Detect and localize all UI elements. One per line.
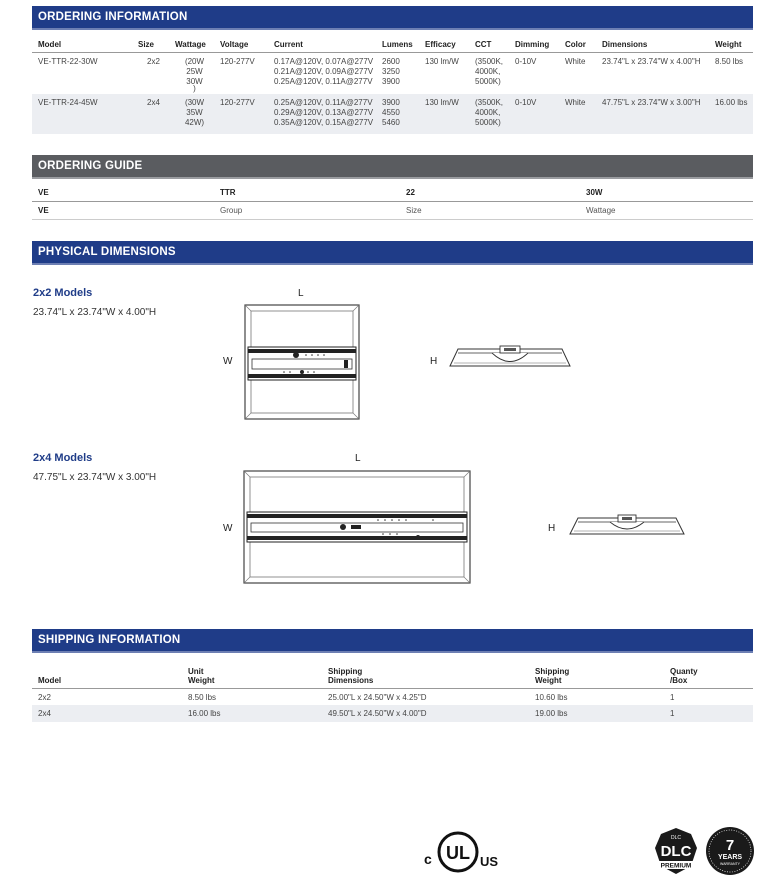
col-unit-weight: Unit Weight [188,666,215,685]
cell-model: VE-TTR-24-45W [32,94,132,134]
model-2x4-title: 2x4 Models [33,452,93,464]
cell-shipping-dimensions: 49.50"L x 24.50"W x 4.00"D [322,705,529,722]
model-2x4-dims: 47.75"L x 23.74"W x 3.00"H [33,472,157,483]
cell-efficacy: 130 lm/W [419,94,469,134]
col-current: Current [274,39,303,49]
seven-year-warranty-badge [705,826,755,876]
ordering-table [32,36,753,134]
dim-label-w: W [223,523,233,534]
ordering-information-header: ORDERING INFORMATION [32,6,753,30]
table-row [32,705,753,722]
col-shipping-dimensions: Shipping Dimensions [328,666,374,685]
dim-label-h: H [548,523,556,534]
cell-size: 2x4 [132,94,169,134]
dlc-premium-logo [651,826,701,878]
cell-color: White [565,56,586,66]
cell-current: 0.25A@120V, 0.11A@277V 0.29A@120V, 0.13A@277V 0.35A@120V, 0.15A@277V [268,94,376,134]
cell-wattage: (30W 35W 42W) [169,94,214,134]
guide-desc: Group [220,206,243,215]
cell-quantity: 1 [670,692,675,702]
fixture-2x4-side-view [568,512,686,538]
shipping-table [32,660,753,722]
cell-voltage: 120-277V [214,94,268,134]
cul-us-certification-logo [420,826,500,878]
col-model: Model [38,39,62,49]
dim-label-l: L [298,288,304,299]
svg-text:UL: UL [446,843,470,863]
shipping-information-header: SHIPPING INFORMATION [32,629,753,653]
cell-shipping-weight: 19.00 lbs [529,705,664,722]
guide-code: VE [38,188,49,197]
cell-current: 0.17A@120V, 0.07A@277V 0.21A@120V, 0.09A@277V 0.25A@120V, 0.11A@277V [274,56,374,86]
cell-weight: 8.50 lbs [715,56,744,66]
cell-dimensions: 47.75"L x 23.74"W x 3.00"H [596,94,709,134]
dim-label-h: H [430,356,438,367]
table-row [32,688,753,705]
cell-cct: (3500K, 4000K, 5000K) [469,94,509,134]
cell-color: White [559,94,596,134]
cell-unit-weight: 16.00 lbs [182,705,322,722]
svg-text:WARRANTY: WARRANTY [720,862,740,866]
svg-text:c: c [424,851,432,867]
col-color: Color [565,39,586,49]
guide-code: TTR [220,188,236,197]
cell-cct: (3500K, 4000K, 5000K) [475,56,504,86]
dim-label-l: L [355,453,361,464]
svg-text:YEARS: YEARS [717,854,743,861]
cell-shipping-dimensions: 25.00"L x 24.50"W x 4.25"D [328,692,427,702]
cell-dimming: 0-10V [515,56,537,66]
guide-desc-row [32,202,753,220]
col-efficacy: Efficacy [425,39,456,49]
col-voltage: Voltage [220,39,249,49]
svg-text:DLC: DLC [670,835,682,841]
svg-text:US: US [480,854,499,869]
cell-efficacy: 130 lm/W [425,56,459,66]
model-2x2-dims: 23.74"L x 23.74"W x 4.00"H [33,307,157,318]
guide-code: 22 [406,188,415,197]
col-weight: Weight [715,39,742,49]
ordering-header-row [32,36,753,52]
col-size: Size [138,39,155,49]
model-2x2-title: 2x2 Models [33,287,93,299]
guide-code-row [32,184,753,202]
guide-desc: Size [406,206,422,215]
cell-quantity: 1 [664,705,753,722]
table-row [32,52,753,94]
fixture-2x2-side-view [448,344,572,370]
cell-model: VE-TTR-22-30W [38,56,98,66]
fixture-2x4-top-view [243,470,471,584]
col-wattage: Wattage [175,39,206,49]
shipping-header-row [32,660,753,688]
cell-lumens: 3900 4550 5460 [376,94,419,134]
col-quantity-box: Quanty /Box [670,666,698,685]
cell-model: 2x4 [32,705,182,722]
svg-text:7: 7 [725,837,735,854]
table-row [32,94,753,134]
col-dimensions: Dimensions [602,39,648,49]
guide-desc: VE [38,206,49,215]
svg-text:PREMIUM: PREMIUM [660,862,692,870]
cell-lumens: 2600 3250 3900 [382,56,400,86]
ordering-guide-header: ORDERING GUIDE [32,155,753,179]
cell-dimming: 0-10V [509,94,559,134]
ordering-guide [32,184,753,220]
fixture-2x2-top-view [244,304,360,420]
cell-unit-weight: 8.50 lbs [188,692,217,702]
col-shipping-weight: Shipping Weight [535,666,570,685]
svg-text:DLC: DLC [660,843,692,860]
col-cct: CCT [475,39,492,49]
guide-code: 30W [586,188,603,197]
guide-desc: Wattage [586,206,616,215]
col-dimming: Dimming [515,39,550,49]
cell-voltage: 120-277V [220,56,255,66]
cell-dimensions: 23.74"L x 23.74"W x 4.00"H [602,56,701,66]
cell-model: 2x2 [38,692,51,702]
cell-size: 2x2 [147,56,160,66]
col-model: Model [38,675,62,685]
cell-weight: 16.00 lbs [709,94,753,134]
cell-shipping-weight: 10.60 lbs [535,692,568,702]
physical-dimensions-header: PHYSICAL DIMENSIONS [32,241,753,265]
col-lumens: Lumens [382,39,413,49]
dim-label-w: W [223,356,233,367]
cell-wattage: (20W 25W 30W ) [184,56,205,93]
